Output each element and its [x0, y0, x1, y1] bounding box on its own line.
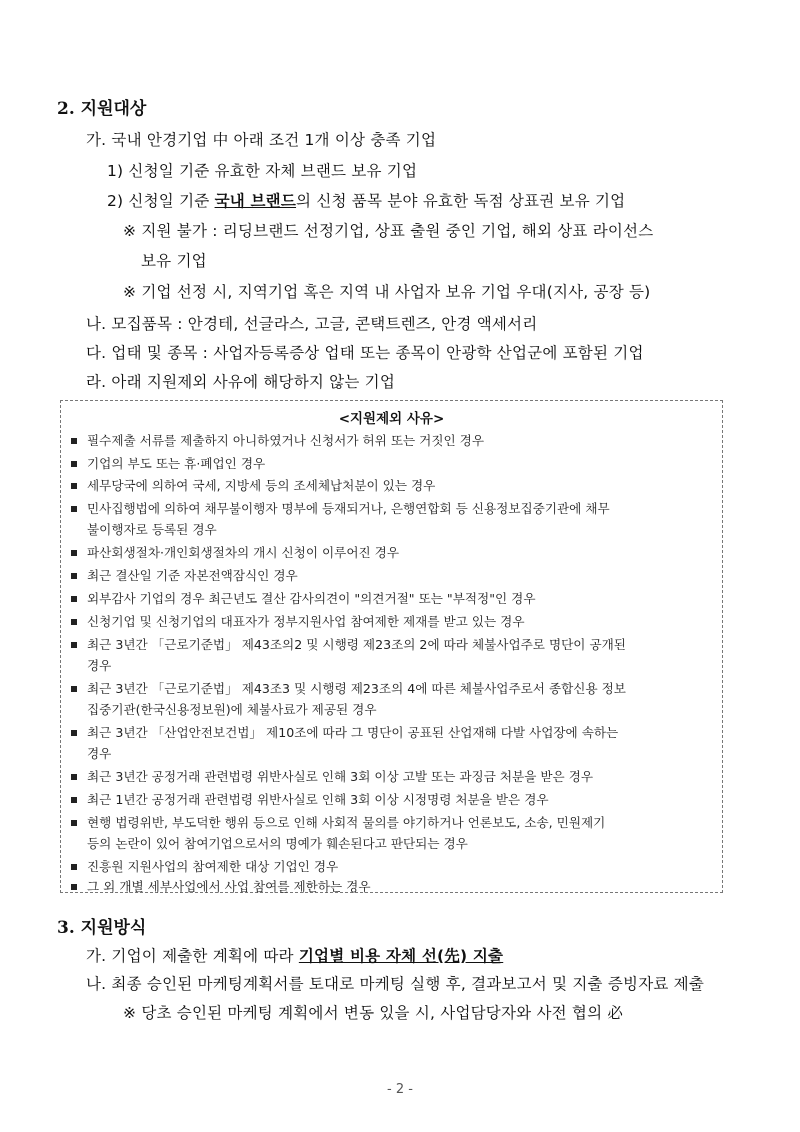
exclusion-item: 신청기업 및 신청기업의 대표자가 정부지원사업 참여제한 제재를 받고 있는 경우 [71, 611, 525, 630]
square-bullet-icon [71, 483, 77, 489]
exclusion-item: 그 외 개별 세부사업에서 사업 참여를 제한하는 경우 [71, 876, 371, 895]
item-ga-2-underlined: 국내 브랜드 [214, 192, 297, 210]
square-bullet-icon [71, 506, 77, 512]
exclusion-item: 기업의 부도 또는 휴·폐업인 경우 [71, 453, 265, 472]
square-bullet-icon [71, 864, 77, 870]
square-bullet-icon [71, 884, 77, 890]
square-bullet-icon [71, 797, 77, 803]
exclusion-item-cont: 불이행자로 등록된 경우 [87, 522, 217, 537]
method-ga [86, 944, 503, 966]
exclusion-item-cont: 경우 [87, 746, 112, 761]
section-2-title: 2. 지원대상 [57, 99, 147, 119]
exclusion-box-title: <지원제외 사유> [338, 411, 445, 427]
exclusion-item-cont: 경우 [87, 658, 112, 673]
exclusion-box [60, 400, 723, 893]
exclusion-item-cont: 집중기관(한국신용정보원)에 체불사료가 제공된 경우 [87, 702, 377, 717]
item-da: 다. 업태 및 종목 : 사업자등록증상 업태 또는 종목이 안광학 산업군에 포함된 기업 [86, 344, 644, 362]
square-bullet-icon [71, 550, 77, 556]
method-na: 나. 최종 승인된 마케팅계획서를 토대로 마케팅 실행 후, 결과보고서 및 지출 증빙자료 제출 [86, 975, 705, 993]
exclusion-item: 최근 1년간 공정거래 관련법령 위반사실로 인해 3회 이상 시정명령 처분을 받은 경우 [71, 789, 549, 808]
square-bullet-icon [71, 438, 77, 444]
square-bullet-icon [71, 461, 77, 467]
method-note: ※ 당초 승인된 마케팅 계획에서 변동 있을 시, 사업담당자와 사전 협의 必 [123, 1004, 624, 1022]
method-ga-underlined: 기업별 비용 자체 선(先) 지출 [298, 947, 504, 965]
exclusion-item: 최근 결산일 기준 자본전액잠식인 경우 [71, 565, 298, 584]
item-ga: 가. 국내 안경기업 中 아래 조건 1개 이상 충족 기업 [86, 131, 437, 149]
square-bullet-icon [71, 642, 77, 648]
square-bullet-icon [71, 596, 77, 602]
square-bullet-icon [71, 820, 77, 826]
square-bullet-icon [71, 619, 77, 625]
item-ga-2-pre: 2) 신청일 기준 [107, 192, 215, 210]
method-ga-pre: 가. 기업이 제출한 계획에 따라 [86, 947, 299, 965]
item-ga-1: 1) 신청일 기준 유효한 자체 브랜드 보유 기업 [107, 162, 418, 180]
square-bullet-icon [71, 686, 77, 692]
square-bullet-icon [71, 573, 77, 579]
exclusion-item: 최근 3년간 「근로기준법」 제43조3 및 시행령 제23조의 4에 따른 체불사업주로서 종합신용 정보 [71, 678, 626, 697]
square-bullet-icon [71, 774, 77, 780]
exclusion-item: 최근 3년간 「근로기준법」 제43조의2 및 시행령 제23조의 2에 따라 체불사업주로 명단이 공개된 [71, 634, 626, 653]
exclusion-item: 최근 3년간 공정거래 관련법령 위반사실로 인해 3회 이상 고발 또는 과징금 처분을 받은 경우 [71, 766, 593, 785]
exclusion-item: 최근 3년간 「산업안전보건법」 제10조에 따라 그 명단이 공표된 산업재해 다발 사업장에 속하는 [71, 722, 618, 741]
exclusion-item: 외부감사 기업의 경우 최근년도 결산 감사의견이 "의견거절" 또는 "부적정"인 경우 [71, 588, 536, 607]
exclusion-item: 세무당국에 의하여 국세, 지방세 등의 조세체납처분이 있는 경우 [71, 475, 435, 494]
note-ineligible-cont: 보유 기업 [141, 252, 207, 270]
exclusion-item: 민사집행법에 의하여 채무불이행자 명부에 등재되거나, 은행연합회 등 신용정보집중기관에 채무 [71, 498, 610, 517]
item-ga-2-post: 의 신청 품목 분야 유효한 독점 상표권 보유 기업 [296, 192, 626, 210]
section-3-title: 3. 지원방식 [57, 918, 147, 938]
exclusion-item-cont: 등의 논란이 있어 참여기업으로서의 명예가 훼손된다고 판단되는 경우 [87, 836, 468, 851]
exclusion-item: 현행 법령위반, 부도덕한 행위 등으로 인해 사회적 물의를 야기하거나 언론보도, 소송, 민원제기 [71, 812, 605, 831]
exclusion-item: 진흥원 지원사업의 참여제한 대상 기업인 경우 [71, 856, 338, 875]
note-preference: ※ 기업 선정 시, 지역기업 혹은 지역 내 사업자 보유 기업 우대(지사, 공장 등) [123, 283, 651, 301]
square-bullet-icon [71, 730, 77, 736]
note-ineligible: ※ 지원 불가 : 리딩브랜드 선정기업, 상표 출원 중인 기업, 해외 상표 라이선스 [123, 222, 654, 240]
page-number: - 2 - [387, 1082, 413, 1097]
exclusion-item: 파산회생절차·개인회생절차의 개시 신청이 이루어진 경우 [71, 542, 399, 561]
item-na: 나. 모집품목 : 안경테, 선글라스, 고글, 콘택트렌즈, 안경 액세서리 [86, 315, 538, 333]
item-ra: 라. 아래 지원제외 사유에 해당하지 않는 기업 [86, 373, 396, 391]
item-ga-2 [107, 189, 625, 211]
exclusion-item: 필수제출 서류를 제출하지 아니하였거나 신청서가 허위 또는 거짓인 경우 [71, 430, 484, 449]
